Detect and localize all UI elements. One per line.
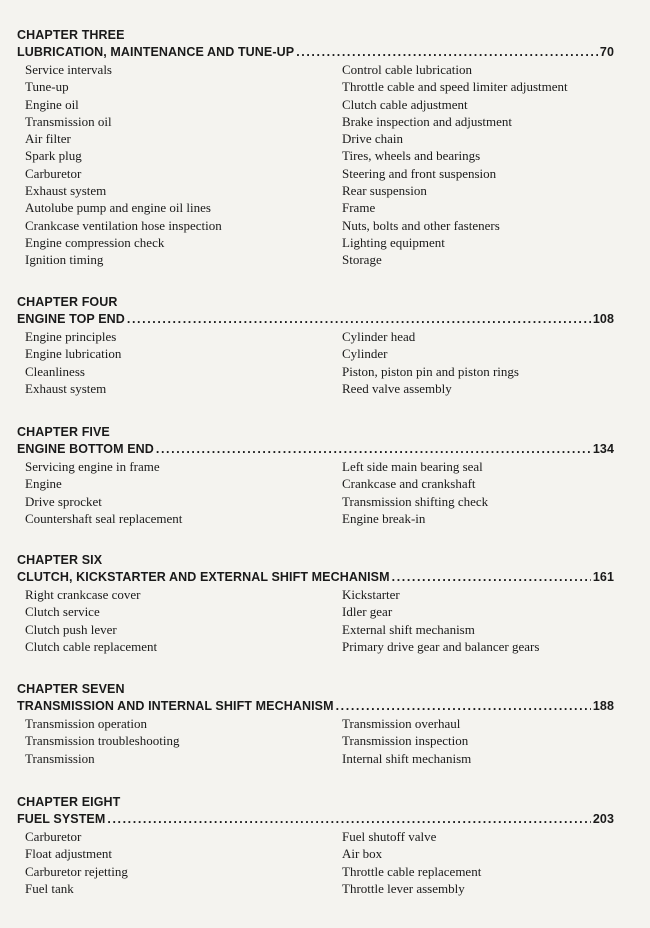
chapter-title-row [17, 698, 614, 715]
topic-item: Right crankcase cover [25, 587, 141, 602]
topic-item: Air box [342, 846, 383, 862]
topic-item: Nuts, bolts and other fasteners [342, 217, 500, 233]
topic-item: Storage [342, 252, 382, 268]
topic-item: Countershaft seal replacement [25, 510, 183, 526]
chapter-title-row [17, 44, 614, 61]
topic-item: Internal shift mechanism [342, 750, 472, 766]
topic-item: Throttle lever assembly [342, 880, 465, 896]
topic-item: Cylinder head [342, 329, 416, 344]
topic-item: Transmission oil [25, 113, 112, 129]
topic-item: Autolube pump and engine oil lines [25, 200, 211, 216]
chapter-title: ENGINE BOTTOM END [17, 442, 154, 456]
topic-item: Kickstarter [342, 587, 400, 602]
topic-item: Transmission overhaul [342, 716, 461, 731]
topic-item: Float adjustment [25, 846, 113, 862]
page-number: 108 [592, 312, 614, 326]
topic-item: Transmission [25, 750, 95, 766]
chapter-number: CHAPTER EIGHT [17, 795, 121, 809]
chapter-number: CHAPTER SEVEN [17, 682, 125, 696]
topic-item: Engine compression check [25, 234, 165, 250]
chapter-four-section [17, 294, 614, 396]
topic-item: Servicing engine in frame [25, 459, 160, 474]
topic-item: Engine [25, 476, 62, 492]
chapter-number: CHAPTER SIX [17, 553, 103, 567]
topic-item: Throttle cable and speed limiter adjustment [342, 79, 568, 95]
topic-item: Carburetor [25, 829, 82, 844]
chapter-title: TRANSMISSION AND INTERNAL SHIFT MECHANISM [17, 699, 334, 713]
page-number: 161 [592, 570, 614, 584]
topic-item: Steering and front suspension [342, 165, 497, 181]
topic-item: Transmission shifting check [342, 493, 489, 509]
topic-item: Primary drive gear and balancer gears [342, 638, 540, 654]
chapter-seven-section [17, 681, 614, 766]
topic-item: Transmission operation [25, 716, 147, 731]
topic-item: Control cable lubrication [342, 62, 472, 77]
dot-leader [107, 811, 590, 828]
topic-item: Crankcase ventilation hose inspection [25, 217, 222, 233]
page-number: 70 [599, 45, 614, 59]
chapter-number: CHAPTER THREE [17, 28, 125, 42]
topic-item: Engine break-in [342, 510, 426, 526]
chapter-five-section [17, 424, 614, 526]
chapter-number: CHAPTER FIVE [17, 425, 110, 439]
topic-item: Rear suspension [342, 183, 427, 199]
left-topic-list [25, 586, 157, 655]
topic-item: Cleanliness [25, 363, 85, 379]
topic-item: Drive chain [342, 131, 404, 147]
page-number: 203 [592, 812, 614, 826]
topic-item: Clutch cable adjustment [342, 96, 468, 112]
right-topic-list [342, 586, 539, 655]
topic-item: Fuel tank [25, 880, 74, 896]
topic-item: Idler gear [342, 604, 393, 620]
topic-item: Throttle cable replacement [342, 863, 482, 879]
right-topic-list [342, 61, 568, 269]
topic-item: Drive sprocket [25, 493, 102, 509]
topic-item: Clutch service [25, 604, 100, 620]
topic-item: Ignition timing [25, 252, 104, 268]
topic-item: Piston, piston pin and piston rings [342, 363, 519, 379]
chapter-title: LUBRICATION, MAINTENANCE AND TUNE-UP [17, 45, 295, 59]
topic-item: Engine oil [25, 96, 79, 112]
topic-item: Air filter [25, 131, 71, 147]
chapter-three-section [17, 27, 614, 268]
topic-item: Clutch cable replacement [25, 638, 158, 654]
topic-item: Crankcase and crankshaft [342, 476, 476, 492]
chapter-title-row [17, 811, 614, 828]
topic-item: Brake inspection and adjustment [342, 113, 513, 129]
topic-item: Left side main bearing seal [342, 459, 483, 474]
page-number: 134 [592, 442, 614, 456]
topic-item: Carburetor [25, 165, 82, 181]
chapter-title: CLUTCH, KICKSTARTER AND EXTERNAL SHIFT MECHANISM [17, 570, 390, 584]
topic-item: Cylinder [342, 346, 388, 362]
right-topic-list [342, 458, 488, 527]
chapter-number: CHAPTER FOUR [17, 295, 118, 309]
left-topic-list [25, 828, 128, 897]
dot-leader [296, 44, 598, 61]
topic-item: Engine lubrication [25, 346, 122, 362]
left-topic-list [25, 715, 179, 767]
topic-item: Frame [342, 200, 376, 216]
topic-item: Transmission troubleshooting [25, 733, 180, 749]
dot-leader [127, 311, 591, 328]
topic-item: Tune-up [25, 79, 69, 95]
left-topic-list [25, 458, 182, 527]
chapter-title-row [17, 311, 614, 328]
topic-item: Exhaust system [25, 380, 107, 396]
right-topic-list [342, 328, 519, 397]
dot-leader [336, 698, 591, 715]
chapter-title-row [17, 441, 614, 458]
topic-item: Carburetor rejetting [25, 863, 128, 879]
chapter-eight-section [17, 794, 614, 896]
chapter-title: FUEL SYSTEM [17, 812, 106, 826]
topic-item: Exhaust system [25, 183, 107, 199]
left-topic-list [25, 61, 222, 269]
topic-item: Transmission inspection [342, 733, 469, 749]
topic-item: Engine principles [25, 329, 117, 344]
topic-item: Fuel shutoff valve [342, 829, 437, 844]
left-topic-list [25, 328, 121, 397]
chapter-six-section [17, 552, 614, 654]
topic-item: Lighting equipment [342, 234, 445, 250]
right-topic-list [342, 828, 481, 897]
topic-item: External shift mechanism [342, 621, 475, 637]
topic-item: Reed valve assembly [342, 380, 452, 396]
topic-item: Service intervals [25, 62, 112, 77]
topic-item: Spark plug [25, 148, 82, 164]
topic-item: Clutch push lever [25, 621, 117, 637]
chapter-title-row [17, 569, 614, 586]
topic-item: Tires, wheels and bearings [342, 148, 481, 164]
dot-leader [156, 441, 591, 458]
right-topic-list [342, 715, 471, 767]
page-number: 188 [592, 699, 614, 713]
chapter-title: ENGINE TOP END [17, 312, 125, 326]
dot-leader [392, 569, 591, 586]
